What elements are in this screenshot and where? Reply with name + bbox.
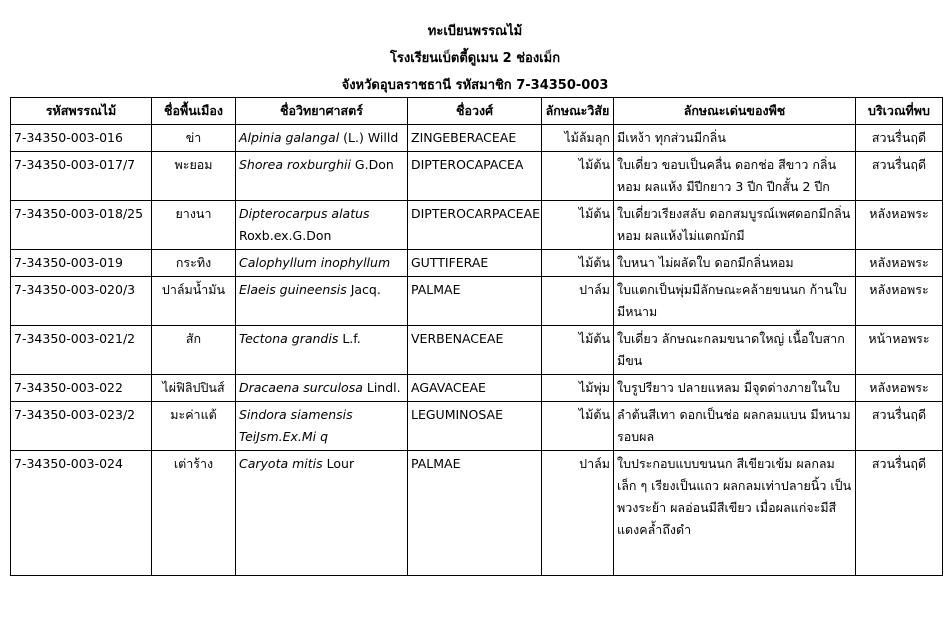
cell-location: สวนรื่นฤดี [856, 152, 943, 201]
cell-code: 7-34350-003-018/25 [11, 201, 152, 250]
cell-local-name: ข่า [152, 125, 236, 152]
scientific-name-italic: Tectona grandis [239, 331, 339, 346]
cell-local-name: สัก [152, 326, 236, 375]
cell-features: ใบรูปรียาว ปลายแหลม มีจุดด่างภายในใบ [614, 375, 856, 402]
cell-scientific-name [236, 152, 408, 201]
cell-code: 7-34350-003-017/7 [11, 152, 152, 201]
cell-features: ใบเดี่ยวเรียงสลับ ดอกสมบูรณ์เพศดอกมีกลิ่นหอม ผลแห้งไม่แตกมักมี [614, 201, 856, 250]
table-row [11, 277, 943, 326]
col-header-family: ชื่อวงศ์ [408, 98, 542, 125]
cell-location: หน้าหอพระ [856, 326, 943, 375]
cell-code: 7-34350-003-016 [11, 125, 152, 152]
table-row [11, 152, 943, 201]
col-header-scientific-name: ชื่อวิทยาศาสตร์ [236, 98, 408, 125]
cell-habit: ไม้พุ่ม [542, 375, 614, 402]
cell-code: 7-34350-003-019 [11, 250, 152, 277]
cell-location: หลังหอพระ [856, 375, 943, 402]
table-row [11, 250, 943, 277]
scientific-name-author: G.Don [350, 157, 394, 172]
cell-code: 7-34350-003-021/2 [11, 326, 152, 375]
scientific-name-author: Roxb.ex.G.Don [239, 228, 332, 243]
scientific-name-italic: Elaeis guineensis [239, 282, 347, 297]
cell-habit: ไม้ต้น [542, 402, 614, 451]
cell-local-name: เต่าร้าง [152, 451, 236, 576]
cell-family: ZINGEBERACEAE [408, 125, 542, 152]
cell-local-name: พะยอม [152, 152, 236, 201]
table-row [11, 375, 943, 402]
cell-local-name: กระทิง [152, 250, 236, 277]
cell-features: มีเหง้า ทุกส่วนมีกลิ่น [614, 125, 856, 152]
cell-location: สวนรื่นฤดี [856, 451, 943, 576]
cell-habit: ไม้ต้น [542, 250, 614, 277]
cell-features: ใบเดี่ยว ขอบเป็นคลื่น ดอกช่อ สีขาว กลิ่นหอม ผลแห้ง มีปีกยาว 3 ปีก ปีกสั้น 2 ปีก [614, 152, 856, 201]
scientific-name-italic: Dracaena surculosa [239, 380, 363, 395]
cell-scientific-name [236, 326, 408, 375]
col-header-features: ลักษณะเด่นของพืช [614, 98, 856, 125]
cell-features: ใบประกอบแบบขนนก สีเขียวเข้ม ผลกลมเล็ก ๆ เรียงเป็นแถว ผลกลมเท่าปลายนิ้ว เป็นพวงระย้า ผลอ่อนมีสีเขียว เมื่อผลแก่จะมีสีแดงคล้ำถึงดำ [614, 451, 856, 576]
cell-family: PALMAE [408, 451, 542, 576]
scientific-name-italic: Caryota mitis [239, 456, 323, 471]
cell-family: PALMAE [408, 277, 542, 326]
cell-code: 7-34350-003-020/3 [11, 277, 152, 326]
province-member-code: จังหวัดอุบลราชธานี รหัสมาชิก 7-34350-003 [341, 78, 609, 93]
scientific-name-italic: Shorea roxburghii [239, 157, 351, 172]
cell-local-name: มะค่าแต้ [152, 402, 236, 451]
cell-scientific-name [236, 375, 408, 402]
scientific-name-italic: Calophyllum inophyllum [239, 255, 391, 270]
cell-habit: ไม้ล้มลุก [542, 125, 614, 152]
scientific-name-author: L.f. [338, 331, 361, 346]
cell-habit: ไม้ต้น [542, 326, 614, 375]
cell-family: DIPTEROCARPACEAE [408, 201, 542, 250]
scientific-name-author: Jacq. [346, 282, 381, 297]
document-title: ทะเบียนพรรณไม้ [427, 24, 523, 39]
scientific-name-author: (L.) Willd [339, 130, 399, 145]
plant-registry-table [10, 97, 943, 576]
table-row [11, 402, 943, 451]
cell-local-name: ยางนา [152, 201, 236, 250]
table-row [11, 201, 943, 250]
col-header-habit: ลักษณะวิสัย [542, 98, 614, 125]
cell-features: ใบเดี่ยว ลักษณะกลมขนาดใหญ่ เนื้อใบสากมีขน [614, 326, 856, 375]
table-row [11, 326, 943, 375]
scientific-name-author: Lindl. [362, 380, 401, 395]
cell-location: สวนรื่นฤดี [856, 402, 943, 451]
cell-code: 7-34350-003-022 [11, 375, 152, 402]
cell-code: 7-34350-003-023/2 [11, 402, 152, 451]
cell-code: 7-34350-003-024 [11, 451, 152, 576]
cell-habit: ไม้ต้น [542, 201, 614, 250]
cell-family: GUTTIFERAE [408, 250, 542, 277]
cell-local-name: ไผ่ฟิลิปปินส์ [152, 375, 236, 402]
scientific-name-author: Lour [322, 456, 355, 471]
cell-family: AGAVACEAE [408, 375, 542, 402]
cell-location: หลังหอพระ [856, 201, 943, 250]
col-header-location: บริเวณที่พบ [856, 98, 943, 125]
cell-scientific-name [236, 402, 408, 451]
table-header-row [11, 98, 943, 125]
cell-habit: ปาล์ม [542, 451, 614, 576]
cell-family: VERBENACEAE [408, 326, 542, 375]
cell-family: DIPTEROCAPACEA [408, 152, 542, 201]
cell-habit: ไม้ต้น [542, 152, 614, 201]
cell-scientific-name [236, 277, 408, 326]
col-header-code: รหัสพรรณไม้ [11, 98, 152, 125]
scientific-name-italic: Sindora siamensis TeiJsm.Ex.Mi q [239, 407, 353, 444]
col-header-local-name: ชื่อพื้นเมือง [152, 98, 236, 125]
scientific-name-italic: Dipterocarpus alatus [239, 206, 370, 221]
cell-features: ใบแตกเป็นพุ่มมีลักษณะคล้ายขนนก ก้านใบมีหนาม [614, 277, 856, 326]
cell-scientific-name [236, 451, 408, 576]
table-row [11, 451, 943, 576]
cell-local-name: ปาล์มน้ำมัน [152, 277, 236, 326]
cell-habit: ปาล์ม [542, 277, 614, 326]
school-name: โรงเรียนเบ็ตตี้ดูเมน 2 ช่องเม็ก [389, 51, 561, 66]
cell-scientific-name [236, 250, 408, 277]
table-row [11, 125, 943, 152]
cell-features: ลำต้นสีเทา ดอกเป็นช่อ ผลกลมแบน มีหนามรอบผล [614, 402, 856, 451]
cell-location: หลังหอพระ [856, 277, 943, 326]
scientific-name-italic: Alpinia galangal [239, 130, 340, 145]
cell-features: ใบหนา ไม่ผลัดใบ ดอกมีกลิ่นหอม [614, 250, 856, 277]
cell-location: สวนรื่นฤดี [856, 125, 943, 152]
cell-family: LEGUMINOSAE [408, 402, 542, 451]
cell-scientific-name [236, 201, 408, 250]
cell-location: หลังหอพระ [856, 250, 943, 277]
cell-scientific-name [236, 125, 408, 152]
